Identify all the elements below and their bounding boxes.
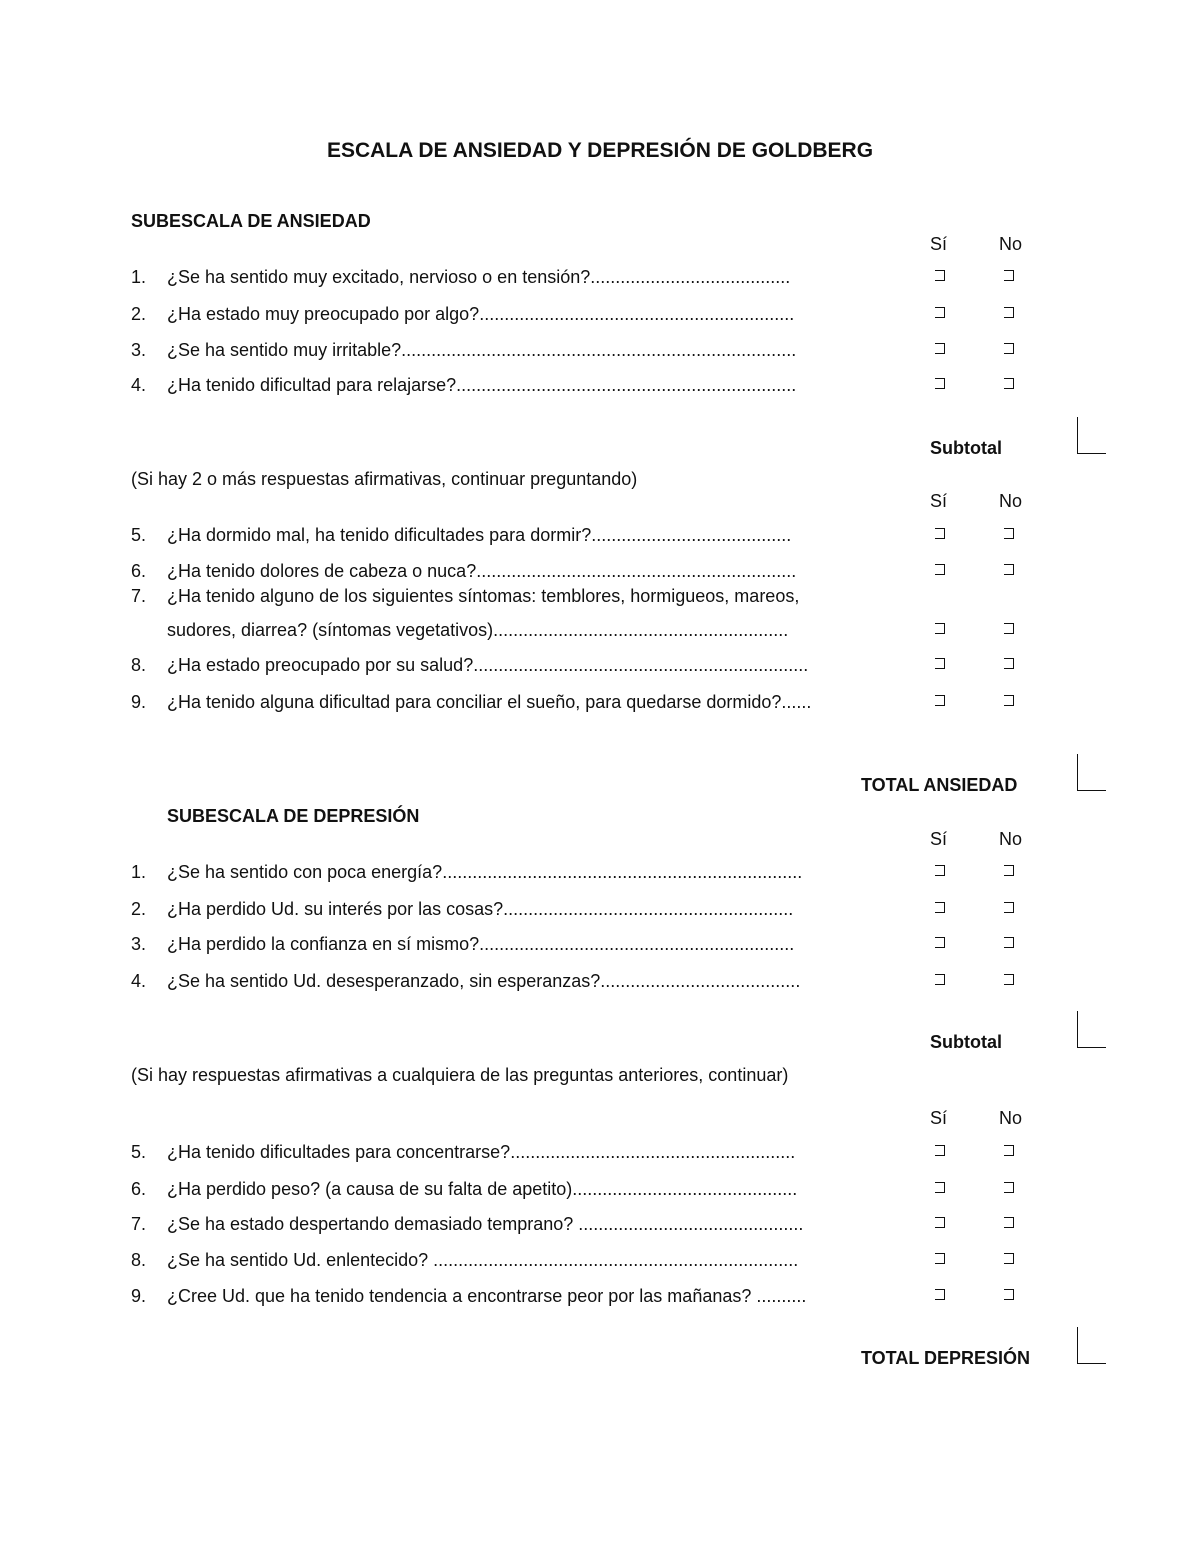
anxiety-subtotal-label: Subtotal	[930, 438, 1002, 458]
depression-subtotal-box[interactable]	[1077, 1011, 1106, 1048]
item-question: ¿Ha perdido peso? (a causa de su falta de apetito).............................................	[167, 1179, 798, 1199]
no-checkbox[interactable]	[1004, 1253, 1014, 1264]
item-question: ¿Ha tenido dificultad para relajarse?....................................................................	[167, 375, 797, 395]
yes-checkbox[interactable]	[935, 695, 945, 706]
depression-yes-header-a: Sí	[930, 829, 948, 849]
no-checkbox[interactable]	[1004, 865, 1014, 876]
no-checkbox[interactable]	[1004, 378, 1014, 389]
yes-checkbox[interactable]	[935, 270, 945, 281]
item-number: 9.	[131, 1286, 147, 1306]
item-number: 2.	[131, 304, 147, 324]
item-number: 8.	[131, 655, 147, 675]
item-question: ¿Se ha estado despertando demasiado temprano? .............................................	[167, 1214, 804, 1234]
item-question: ¿Ha estado preocupado por su salud?...................................................................	[167, 655, 809, 675]
no-checkbox[interactable]	[1004, 937, 1014, 948]
no-checkbox[interactable]	[1004, 902, 1014, 913]
item-question: ¿Ha tenido dificultades para concentrarse?.........................................................	[167, 1142, 796, 1162]
depression-yes-header-b: Sí	[930, 1108, 948, 1128]
yes-checkbox[interactable]	[935, 937, 945, 948]
item-question: ¿Se ha sentido con poca energía?........................................................................	[167, 862, 803, 882]
anxiety-yes-header-b: Sí	[930, 491, 948, 511]
item-question: ¿Ha dormido mal, ha tenido dificultades para dormir?........................................	[167, 525, 792, 545]
item-number: 5.	[131, 525, 147, 545]
depression-heading: SUBESCALA DE DEPRESIÓN	[167, 806, 420, 826]
page-title: ESCALA DE ANSIEDAD Y DEPRESIÓN DE GOLDBERG	[326, 139, 874, 162]
no-checkbox[interactable]	[1004, 974, 1014, 985]
item-question: ¿Se ha sentido Ud. enlentecido? .........................................................................	[167, 1250, 799, 1270]
item-number: 1.	[131, 862, 147, 882]
item-number: 1.	[131, 267, 147, 287]
yes-checkbox[interactable]	[935, 1289, 945, 1300]
item-number: 8.	[131, 1250, 147, 1270]
anxiety-total-box[interactable]	[1077, 754, 1106, 791]
item-number: 4.	[131, 375, 147, 395]
yes-checkbox[interactable]	[935, 1145, 945, 1156]
yes-checkbox[interactable]	[935, 307, 945, 318]
item-question: ¿Ha tenido dolores de cabeza o nuca?................................................................	[167, 561, 797, 581]
no-checkbox[interactable]	[1004, 343, 1014, 354]
no-checkbox[interactable]	[1004, 307, 1014, 318]
anxiety-total-label: TOTAL ANSIEDAD	[861, 775, 1018, 795]
yes-checkbox[interactable]	[935, 1217, 945, 1228]
anxiety-heading: SUBESCALA DE ANSIEDAD	[131, 211, 371, 231]
item-question: ¿Se ha sentido muy excitado, nervioso o en tensión?........................................	[167, 267, 791, 287]
item-number: 7.	[131, 586, 147, 606]
item-question: ¿Se ha sentido Ud. desesperanzado, sin esperanzas?........................................	[167, 971, 801, 991]
item-question: ¿Ha tenido alguna dificultad para conciliar el sueño, para quedarse dormido?......	[167, 692, 812, 712]
no-checkbox[interactable]	[1004, 658, 1014, 669]
item-number: 6.	[131, 561, 147, 581]
yes-checkbox[interactable]	[935, 902, 945, 913]
item-number: 6.	[131, 1179, 147, 1199]
no-checkbox[interactable]	[1004, 1217, 1014, 1228]
no-checkbox[interactable]	[1004, 1182, 1014, 1193]
yes-checkbox[interactable]	[935, 623, 945, 634]
yes-checkbox[interactable]	[935, 974, 945, 985]
anxiety-no-header-b: No	[999, 491, 1023, 511]
item-question: ¿Ha perdido la confianza en sí mismo?...............................................................	[167, 934, 795, 954]
anxiety-no-header-a: No	[999, 234, 1023, 254]
yes-checkbox[interactable]	[935, 528, 945, 539]
item-number: 9.	[131, 692, 147, 712]
no-checkbox[interactable]	[1004, 564, 1014, 575]
yes-checkbox[interactable]	[935, 378, 945, 389]
item-number: 4.	[131, 971, 147, 991]
item-question: ¿Ha perdido Ud. su interés por las cosas?..........................................................	[167, 899, 794, 919]
item-number: 3.	[131, 934, 147, 954]
item-number: 5.	[131, 1142, 147, 1162]
item-question: ¿Ha tenido alguno de los siguientes síntomas: temblores, hormigueos, mareos,	[167, 586, 800, 606]
no-checkbox[interactable]	[1004, 270, 1014, 281]
yes-checkbox[interactable]	[935, 1253, 945, 1264]
yes-checkbox[interactable]	[935, 343, 945, 354]
yes-checkbox[interactable]	[935, 1182, 945, 1193]
depression-total-box[interactable]	[1077, 1327, 1106, 1364]
no-checkbox[interactable]	[1004, 1289, 1014, 1300]
no-checkbox[interactable]	[1004, 1145, 1014, 1156]
yes-checkbox[interactable]	[935, 865, 945, 876]
depression-no-header-b: No	[999, 1108, 1023, 1128]
anxiety-yes-header-a: Sí	[930, 234, 948, 254]
no-checkbox[interactable]	[1004, 528, 1014, 539]
item-question: ¿Cree Ud. que ha tenido tendencia a encontrarse peor por las mañanas? ..........	[167, 1286, 807, 1306]
item-question: ¿Se ha sentido muy irritable?...............................................................................	[167, 340, 797, 360]
item-number: 7.	[131, 1214, 147, 1234]
item-number: 3.	[131, 340, 147, 360]
depression-subtotal-label: Subtotal	[930, 1032, 1002, 1052]
yes-checkbox[interactable]	[935, 658, 945, 669]
depression-no-header-a: No	[999, 829, 1023, 849]
item-number: 2.	[131, 899, 147, 919]
depression-continue-note: (Si hay respuestas afirmativas a cualquiera de las preguntas anteriores, continuar)	[131, 1065, 789, 1085]
item-question: ¿Ha estado muy preocupado por algo?...............................................................	[167, 304, 795, 324]
anxiety-continue-note: (Si hay 2 o más respuestas afirmativas, continuar preguntando)	[131, 469, 638, 489]
depression-total-label: TOTAL DEPRESIÓN	[861, 1348, 1031, 1368]
anxiety-subtotal-box[interactable]	[1077, 417, 1106, 454]
yes-checkbox[interactable]	[935, 564, 945, 575]
no-checkbox[interactable]	[1004, 623, 1014, 634]
item-question-continued: sudores, diarrea? (síntomas vegetativos)...........................................................	[167, 620, 789, 640]
no-checkbox[interactable]	[1004, 695, 1014, 706]
